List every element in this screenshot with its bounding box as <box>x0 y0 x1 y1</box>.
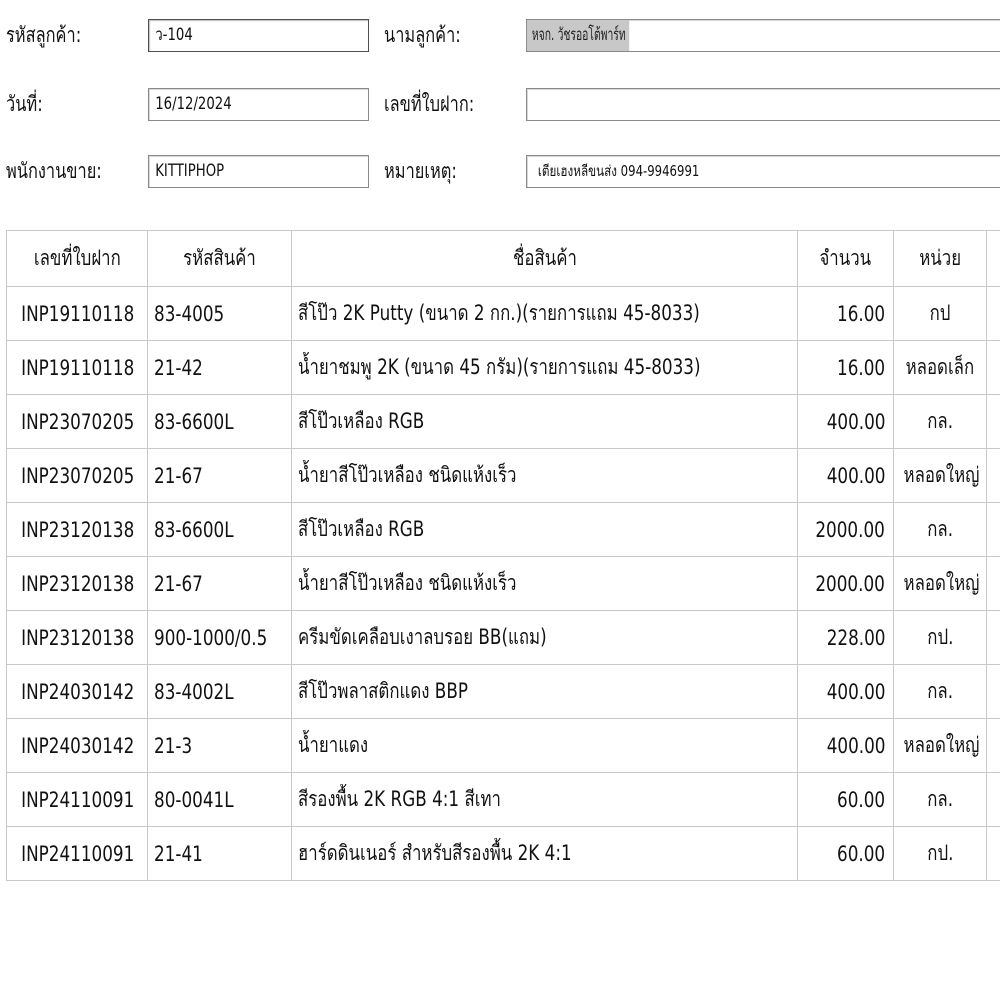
cell-product-name: น้ำยาแดง <box>292 719 798 773</box>
cell-product-name: น้ำยาสีโป๊วเหลือง ชนิดแห้งเร็ว <box>292 449 798 503</box>
cell-deposit-no: INP23120138 <box>7 557 148 611</box>
salesperson-input[interactable] <box>148 155 369 188</box>
table-row[interactable] <box>7 773 1000 827</box>
header-unit: หน่วย <box>894 231 987 287</box>
cell-product-code: 83-6600L <box>148 395 292 449</box>
cell-product-code: 21-42 <box>148 341 292 395</box>
cell-unit: หลอดใหญ่ <box>894 719 987 773</box>
salesperson-value: KITTIPHOP <box>155 161 225 181</box>
table-row[interactable] <box>7 449 1000 503</box>
cell-extra <box>987 503 1000 557</box>
cell-unit: กป. <box>894 611 987 665</box>
cell-deposit-no: INP19110118 <box>7 341 148 395</box>
cell-quantity: 16.00 <box>798 287 894 341</box>
cell-product-code: 900-1000/0.5 <box>148 611 292 665</box>
cell-unit: กล. <box>894 773 987 827</box>
table-row[interactable] <box>7 557 1000 611</box>
header-extra <box>987 231 1000 287</box>
cell-quantity: 60.00 <box>798 773 894 827</box>
table-header-row <box>7 231 1000 287</box>
table-row[interactable] <box>7 395 1000 449</box>
cell-deposit-no: INP24110091 <box>7 827 148 881</box>
header-deposit-no: เลขที่ใบฝาก <box>7 231 148 287</box>
cell-deposit-no: INP23120138 <box>7 503 148 557</box>
cell-unit: กล. <box>894 503 987 557</box>
cell-quantity: 400.00 <box>798 665 894 719</box>
date-value: 16/12/2024 <box>155 94 232 114</box>
customer-code-value: ว-104 <box>155 25 193 45</box>
customer-code-label: รหัสลูกค้า: <box>6 23 82 47</box>
cell-product-code: 21-67 <box>148 557 292 611</box>
cell-product-name: สีโป๊วพลาสติกแดง BBP <box>292 665 798 719</box>
cell-unit: กป. <box>894 827 987 881</box>
customer-name-value: หจก. วัชรออโต้พาร์ท <box>527 20 629 51</box>
cell-product-code: 21-3 <box>148 719 292 773</box>
cell-unit: กล. <box>894 395 987 449</box>
cell-product-code: 80-0041L <box>148 773 292 827</box>
customer-name-input[interactable] <box>526 19 1000 52</box>
header-product-code: รหัสสินค้า <box>148 231 292 287</box>
cell-extra <box>987 557 1000 611</box>
deposit-no-input[interactable] <box>526 88 1000 121</box>
cell-quantity: 16.00 <box>798 341 894 395</box>
cell-deposit-no: INP19110118 <box>7 287 148 341</box>
date-label: วันที่: <box>6 92 43 116</box>
table-row[interactable] <box>7 341 1000 395</box>
deposit-no-label: เลขที่ใบฝาก: <box>384 92 475 116</box>
table-row[interactable] <box>7 611 1000 665</box>
cell-extra <box>987 395 1000 449</box>
table-row[interactable] <box>7 287 1000 341</box>
cell-extra <box>987 719 1000 773</box>
cell-unit: กล. <box>894 665 987 719</box>
date-input[interactable] <box>148 88 369 121</box>
cell-extra <box>987 665 1000 719</box>
cell-quantity: 400.00 <box>798 449 894 503</box>
note-input[interactable] <box>526 155 1000 188</box>
cell-quantity: 60.00 <box>798 827 894 881</box>
table-row[interactable] <box>7 719 1000 773</box>
cell-product-code: 83-4005 <box>148 287 292 341</box>
customer-code-input[interactable] <box>148 19 369 52</box>
table-row[interactable] <box>7 827 1000 881</box>
cell-unit: กป <box>894 287 987 341</box>
cell-product-name: ฮาร์ดดินเนอร์ สำหรับสีรองพื้น 2K 4:1 <box>292 827 798 881</box>
note-label: หมายเหตุ: <box>384 159 457 183</box>
note-value: เตียเฮงหลีขนส่ง 094-9946991 <box>537 162 700 180</box>
cell-quantity: 400.00 <box>798 395 894 449</box>
cell-product-name: สีโป๊ว 2K Putty (ขนาด 2 กก.)(รายการแถม 45-8033) <box>292 287 798 341</box>
cell-product-name: ครีมขัดเคลือบเงาลบรอย BB(แถม) <box>292 611 798 665</box>
cell-extra <box>987 773 1000 827</box>
cell-extra <box>987 449 1000 503</box>
cell-product-name: น้ำยาชมพู 2K (ขนาด 45 กรัม)(รายการแถม 45-8033) <box>292 341 798 395</box>
cell-extra <box>987 827 1000 881</box>
cell-product-code: 83-4002L <box>148 665 292 719</box>
header-quantity: จำนวน <box>798 231 894 287</box>
cell-extra <box>987 287 1000 341</box>
cell-unit: หลอดใหญ่ <box>894 449 987 503</box>
cell-product-name: สีโป๊วเหลือง RGB <box>292 503 798 557</box>
cell-product-code: 21-67 <box>148 449 292 503</box>
cell-product-name: สีรองพื้น 2K RGB 4:1 สีเทา <box>292 773 798 827</box>
cell-deposit-no: INP23070205 <box>7 395 148 449</box>
cell-unit: หลอดใหญ่ <box>894 557 987 611</box>
cell-product-code: 21-41 <box>148 827 292 881</box>
cell-quantity: 2000.00 <box>798 503 894 557</box>
table-row[interactable] <box>7 665 1000 719</box>
cell-deposit-no: INP24110091 <box>7 773 148 827</box>
cell-deposit-no: INP23070205 <box>7 449 148 503</box>
items-table <box>6 230 1000 881</box>
cell-extra <box>987 341 1000 395</box>
table-row[interactable] <box>7 503 1000 557</box>
cell-deposit-no: INP24030142 <box>7 665 148 719</box>
header-product-name: ชื่อสินค้า <box>292 231 798 287</box>
customer-name-label: นามลูกค้า: <box>384 23 461 47</box>
cell-quantity: 400.00 <box>798 719 894 773</box>
cell-product-name: น้ำยาสีโป๊วเหลือง ชนิดแห้งเร็ว <box>292 557 798 611</box>
cell-quantity: 2000.00 <box>798 557 894 611</box>
cell-extra <box>987 611 1000 665</box>
cell-product-code: 83-6600L <box>148 503 292 557</box>
cell-quantity: 228.00 <box>798 611 894 665</box>
cell-deposit-no: INP23120138 <box>7 611 148 665</box>
cell-product-name: สีโป๊วเหลือง RGB <box>292 395 798 449</box>
salesperson-label: พนักงานขาย: <box>6 159 102 183</box>
cell-unit: หลอดเล็ก <box>894 341 987 395</box>
cell-deposit-no: INP24030142 <box>7 719 148 773</box>
